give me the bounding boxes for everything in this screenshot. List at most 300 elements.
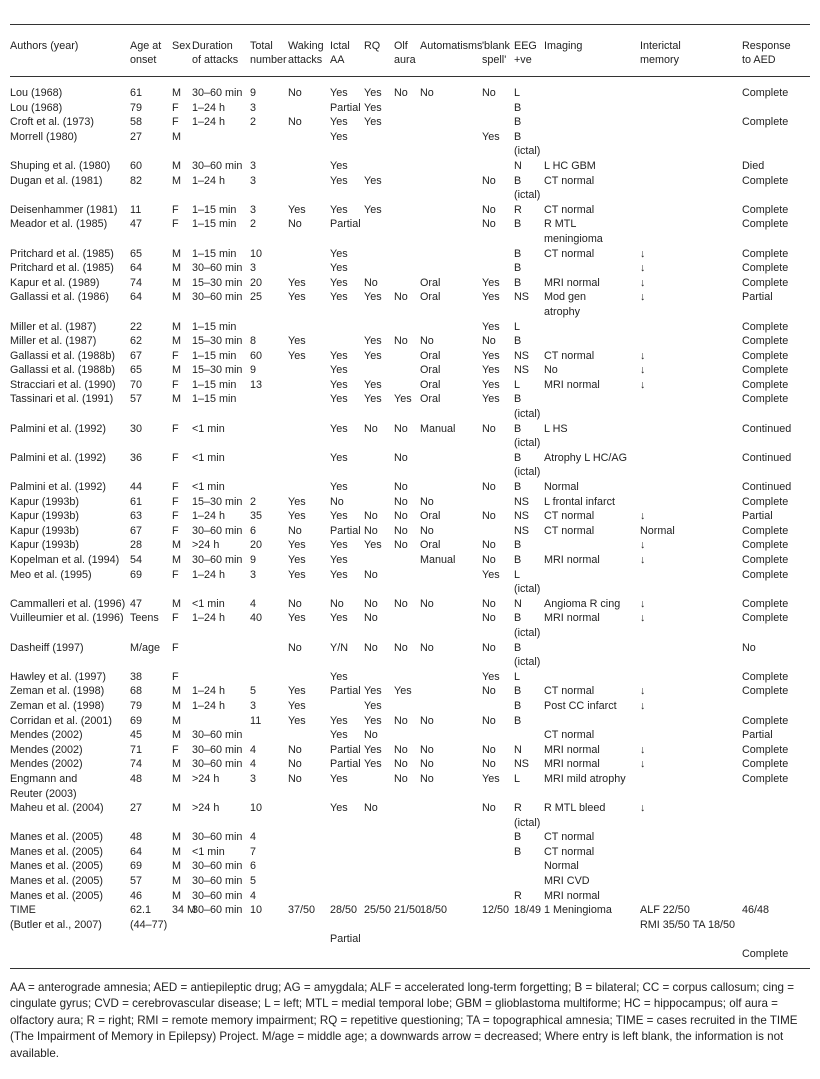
table-cell [420, 451, 482, 466]
table-row [10, 495, 810, 510]
table-cell [742, 655, 810, 670]
table-cell: 4 [250, 889, 257, 902]
table-cell: 40 [250, 612, 263, 625]
table-cell: M [172, 276, 181, 289]
table-cell: Complete [742, 349, 789, 362]
table-cell: 4 [250, 758, 257, 771]
table-cell [250, 670, 288, 685]
table-cell: Continued [742, 422, 792, 435]
table-cell: ↓ [640, 699, 646, 712]
table-cell [172, 787, 192, 802]
table-cell [742, 932, 810, 947]
table-cell: Complete [742, 685, 789, 698]
column-header [514, 25, 544, 77]
table-cell: MRI normal [544, 743, 600, 756]
column-header-line: Duration [192, 40, 233, 52]
table-cell: 65 [130, 364, 143, 377]
table-cell [640, 874, 742, 889]
table-cell [250, 188, 288, 203]
table-cell: Complete [742, 116, 789, 129]
table-cell: B [514, 335, 522, 348]
table-cell [544, 947, 640, 962]
table-cell: <1 min [192, 845, 225, 858]
table-cell: MRI CVD [544, 875, 590, 888]
table-cell [250, 728, 288, 743]
table-cell: 27 [130, 802, 143, 815]
table-cell [420, 611, 482, 626]
table-row [10, 714, 810, 729]
table-cell [130, 816, 172, 831]
column-header [250, 25, 288, 77]
table-cell [394, 845, 420, 860]
table-cell: Cammalleri et al. (1996) [10, 597, 126, 610]
table-cell: 1–24 h [192, 699, 226, 712]
table-row [10, 422, 810, 437]
table-cell [330, 465, 364, 480]
table-cell [330, 655, 364, 670]
table-cell [330, 188, 364, 203]
table-cell: F [172, 524, 179, 537]
table-cell [364, 261, 394, 276]
table-cell [250, 787, 288, 802]
table-cell: 1 Meningioma [544, 904, 612, 917]
table-cell [544, 392, 640, 407]
table-cell: Yes [330, 203, 348, 216]
table-row [10, 626, 810, 641]
table-cell: 22 [130, 320, 143, 333]
table-row [10, 77, 810, 101]
table-cell: Complete [742, 262, 789, 275]
table-cell: Complete [742, 554, 789, 566]
table-cell: Reuter (2003) [10, 787, 77, 800]
table-cell: B [514, 174, 522, 187]
table-cell [250, 320, 288, 335]
table-cell: No [394, 714, 408, 727]
table-cell [250, 626, 288, 641]
table-cell [288, 816, 330, 831]
table-row [10, 363, 810, 378]
table-cell: No [482, 758, 496, 771]
table-cell: Dugan et al. (1981) [10, 174, 103, 187]
table-cell: No [394, 772, 408, 785]
column-header [482, 25, 514, 77]
table-cell [742, 144, 810, 159]
table-cell [192, 787, 250, 802]
table-row [10, 845, 810, 860]
table-cell [192, 714, 250, 729]
table-cell [394, 670, 420, 685]
table-cell: 1–15 min [192, 203, 237, 216]
table-cell: B [514, 685, 522, 698]
table-cell: NS [514, 495, 529, 508]
table-cell: ↓ [640, 510, 646, 523]
table-cell: No [482, 87, 496, 99]
table-row [10, 553, 810, 568]
column-header-line: aura [394, 54, 416, 66]
table-cell: ALF 22/50 [640, 904, 690, 917]
table-cell: NS [514, 524, 529, 537]
table-cell: 4 [250, 743, 257, 756]
table-cell: 5 [250, 685, 257, 698]
table-cell: F [172, 641, 179, 654]
table-cell: 20 [250, 539, 263, 552]
column-header [330, 25, 364, 77]
table-cell: Gallassi et al. (1986) [10, 291, 110, 304]
table-header [10, 25, 810, 77]
table-cell [420, 655, 482, 670]
table-cell: Lou (1968) [10, 87, 63, 99]
table-cell: R [514, 203, 522, 216]
table-cell [172, 305, 192, 320]
table-cell: No [482, 203, 496, 216]
table-cell [192, 188, 250, 203]
table-cell [10, 947, 130, 962]
table-cell [192, 232, 250, 247]
table-cell [288, 626, 330, 641]
table-cell: 37/50 [288, 904, 316, 917]
table-cell: M [172, 875, 181, 888]
column-header-line: Imaging [544, 40, 583, 52]
table-cell: 64 [130, 262, 143, 275]
table-cell: Yes [288, 685, 306, 698]
table-cell: ↓ [640, 685, 646, 698]
table-cell: Yes [482, 568, 500, 581]
table-cell: Yes [330, 262, 348, 275]
table-cell: 3 [250, 568, 257, 581]
table-cell: F [172, 510, 179, 523]
column-header-line: Waking [288, 40, 324, 52]
table-cell [330, 874, 364, 889]
table-cell: NS [514, 364, 529, 377]
table-cell [482, 144, 514, 159]
table-cell [192, 816, 250, 831]
table-cell: CT normal [544, 831, 595, 844]
table-row [10, 932, 810, 947]
table-cell [172, 436, 192, 451]
table-cell [10, 436, 130, 451]
table-cell: 30–60 min [192, 860, 243, 873]
table-cell [482, 859, 514, 874]
table-cell: Yes [364, 758, 382, 771]
table-cell [640, 320, 742, 335]
table-cell: Yes [364, 101, 382, 114]
table-cell: 7 [250, 845, 257, 858]
table-row [10, 728, 810, 743]
table-cell [288, 232, 330, 247]
table-cell: Yes [288, 539, 306, 552]
table-cell: CT normal [544, 510, 595, 523]
table-cell: >24 h [192, 802, 220, 815]
table-cell [330, 407, 364, 422]
column-header [394, 25, 420, 77]
table-cell: M [172, 802, 181, 815]
table-cell: 65 [130, 247, 143, 260]
table-cell [482, 932, 514, 947]
table-cell: atrophy [544, 305, 581, 318]
table-cell: Complete [742, 320, 789, 333]
column-header-line: Age at [130, 40, 162, 52]
table-cell: (ictal) [514, 437, 541, 450]
table-cell [420, 816, 482, 831]
table-cell [482, 495, 514, 510]
table-cell: Complete [742, 203, 789, 216]
table-cell [640, 203, 742, 218]
table-cell: Yes [364, 87, 382, 99]
column-header [288, 25, 330, 77]
table-cell: (ictal) [514, 189, 541, 202]
table-cell: F [172, 116, 179, 129]
table-cell: Kopelman et al. (1994) [10, 554, 120, 566]
table-cell: 44 [130, 481, 143, 494]
table-cell: B [514, 276, 522, 289]
table-cell [192, 407, 250, 422]
table-cell: No [482, 218, 496, 231]
table-cell: No [364, 729, 378, 742]
table-cell [172, 465, 192, 480]
table-cell [250, 130, 288, 145]
column-header [364, 25, 394, 77]
table-cell: 30 [130, 422, 143, 435]
table-cell [364, 655, 394, 670]
column-header-line: AA [330, 54, 345, 66]
table-cell: Meador et al. (1985) [10, 218, 108, 231]
table-cell: F [172, 481, 179, 494]
table-cell [192, 436, 250, 451]
table-cell: No [482, 743, 496, 756]
table-cell: M [172, 335, 181, 348]
table-cell [420, 130, 482, 145]
table-cell [742, 874, 810, 889]
table-cell [420, 684, 482, 699]
table-cell [330, 859, 364, 874]
table-cell: Complete [742, 714, 789, 727]
table-cell [330, 582, 364, 597]
table-cell: Yes [364, 699, 382, 712]
table-cell: No [364, 524, 378, 537]
table-cell: 10 [250, 802, 263, 815]
table-cell: No [482, 481, 496, 494]
table-row [10, 641, 810, 656]
table-cell [192, 626, 250, 641]
table-cell [288, 363, 330, 378]
table-cell [482, 947, 514, 962]
table-cell [394, 203, 420, 218]
table-cell [742, 801, 810, 816]
table-cell: Yes [330, 422, 348, 435]
table-cell [420, 407, 482, 422]
table-cell: 15–30 min [192, 364, 243, 377]
table-cell [742, 436, 810, 451]
table-cell [364, 144, 394, 159]
table-cell: F [172, 218, 179, 231]
table-cell [544, 714, 640, 729]
table-cell: No [394, 335, 408, 348]
table-cell [394, 363, 420, 378]
table-cell [640, 174, 742, 189]
table-cell: MRI mild atrophy [544, 772, 626, 785]
table-cell: B [514, 130, 522, 143]
table-cell: No [288, 524, 302, 537]
table-cell: Yes [330, 714, 348, 727]
table-cell [330, 787, 364, 802]
table-cell: ↓ [640, 612, 646, 625]
table-cell: Yes [364, 174, 382, 187]
table-cell [10, 188, 130, 203]
table-cell [482, 655, 514, 670]
table-cell: 30–60 min [192, 743, 243, 756]
table-cell: 11 [250, 714, 262, 727]
table-cell: Yes [482, 772, 500, 785]
table-cell: Kapur et al. (1989) [10, 276, 100, 289]
table-cell: 57 [130, 393, 143, 406]
column-header-line: Total [250, 40, 273, 52]
column-header-line: Authors (year) [10, 40, 79, 52]
table-cell: Partial [330, 933, 361, 946]
table-cell [10, 465, 130, 480]
table-cell [330, 947, 364, 962]
table-cell: MRI normal [544, 612, 600, 625]
table-cell [364, 932, 394, 947]
table-cell [640, 772, 742, 787]
table-cell: M [172, 247, 181, 260]
table-cell: Yes [364, 378, 382, 391]
table-cell: (ictal) [514, 408, 541, 421]
table-cell [640, 144, 742, 159]
table-cell: Morrell (1980) [10, 130, 78, 143]
table-cell: M [172, 699, 181, 712]
table-cell: ↓ [640, 262, 646, 275]
table-cell [288, 407, 330, 422]
table-cell [250, 932, 288, 947]
table-cell [640, 889, 742, 904]
table-cell [482, 845, 514, 860]
table-cell: 45 [130, 729, 143, 742]
table-cell: Lou (1968) [10, 101, 63, 114]
table-cell [172, 947, 192, 962]
table-row [10, 597, 810, 612]
table-cell: F [172, 451, 179, 464]
table-cell: Pritchard et al. (1985) [10, 247, 114, 260]
table-cell [742, 465, 810, 480]
table-cell: 69 [130, 714, 143, 727]
table-cell: B [514, 612, 522, 625]
table-row [10, 889, 810, 904]
table-cell [420, 582, 482, 597]
table-cell: Yes [330, 510, 348, 523]
column-header-line: memory [640, 54, 679, 66]
table-cell: No [482, 174, 496, 187]
table-cell: M [172, 87, 181, 99]
table-cell: B [514, 831, 522, 844]
table-cell [640, 670, 742, 685]
table-cell [330, 830, 364, 845]
table-cell: M [172, 539, 181, 552]
table-cell [250, 451, 288, 466]
table-cell: Yes [330, 247, 348, 260]
table-cell: 15–30 min [192, 495, 243, 508]
table-cell: CT normal [544, 247, 595, 260]
table-cell: 47 [130, 218, 143, 231]
table-cell: M [172, 860, 181, 873]
table-row [10, 334, 810, 349]
table-cell: 2 [250, 495, 257, 508]
table-cell [250, 816, 288, 831]
table-cell: CT normal [544, 729, 595, 742]
table-cell [10, 655, 130, 670]
table-cell: No [482, 597, 496, 610]
table-cell [394, 947, 420, 962]
table-cell [130, 232, 172, 247]
table-cell: M [172, 320, 181, 333]
table-cell [742, 816, 810, 831]
table-cell: (ictal) [514, 626, 541, 639]
table-cell: 3 [250, 101, 257, 114]
table-cell: 11 [130, 203, 142, 216]
table-row [10, 378, 810, 393]
table-cell: Post CC infarct [544, 699, 617, 712]
table-cell [420, 845, 482, 860]
table-cell: No [394, 524, 408, 537]
table-cell: No [364, 568, 378, 581]
table-cell: 60 [130, 159, 143, 172]
table-cell [394, 874, 420, 889]
table-cell [172, 626, 192, 641]
table-cell: No [482, 554, 496, 566]
table-cell [640, 787, 742, 802]
table-cell [288, 787, 330, 802]
table-cell: 3 [250, 262, 257, 275]
table-cell [130, 582, 172, 597]
table-cell: ↓ [640, 554, 646, 566]
column-header-line: 'blank [482, 40, 510, 52]
table-cell [364, 480, 394, 495]
table-cell [482, 232, 514, 247]
table-cell [394, 232, 420, 247]
table-cell: No [420, 641, 434, 654]
table-cell: 25 [250, 291, 263, 304]
table-cell [544, 670, 640, 685]
table-cell [288, 130, 330, 145]
column-header-line: onset [130, 54, 157, 66]
table-cell [288, 422, 330, 437]
table-cell [420, 728, 482, 743]
table-cell [172, 655, 192, 670]
table-cell [288, 261, 330, 276]
table-cell: Complete [742, 948, 789, 961]
table-cell: Miller et al. (1987) [10, 335, 97, 348]
table-cell: No [482, 510, 496, 523]
table-row [10, 320, 810, 335]
table-cell: 34 M [172, 904, 197, 917]
table-cell: Oral [420, 364, 441, 377]
table-cell: 9 [250, 364, 257, 377]
column-header [130, 25, 172, 77]
table-cell: Yes [288, 203, 306, 216]
table-cell [394, 932, 420, 947]
table-cell [420, 889, 482, 904]
table-cell: M [172, 729, 181, 742]
table-cell: Oral [420, 378, 441, 391]
table-cell: Meo et al. (1995) [10, 568, 92, 581]
table-cell [482, 728, 514, 743]
table-cell [172, 932, 192, 947]
table-cell [288, 874, 330, 889]
column-header-line: Olf [394, 40, 408, 52]
table-cell [640, 568, 742, 583]
table-cell [172, 188, 192, 203]
table-cell: No [394, 495, 408, 508]
table-cell [330, 845, 364, 860]
